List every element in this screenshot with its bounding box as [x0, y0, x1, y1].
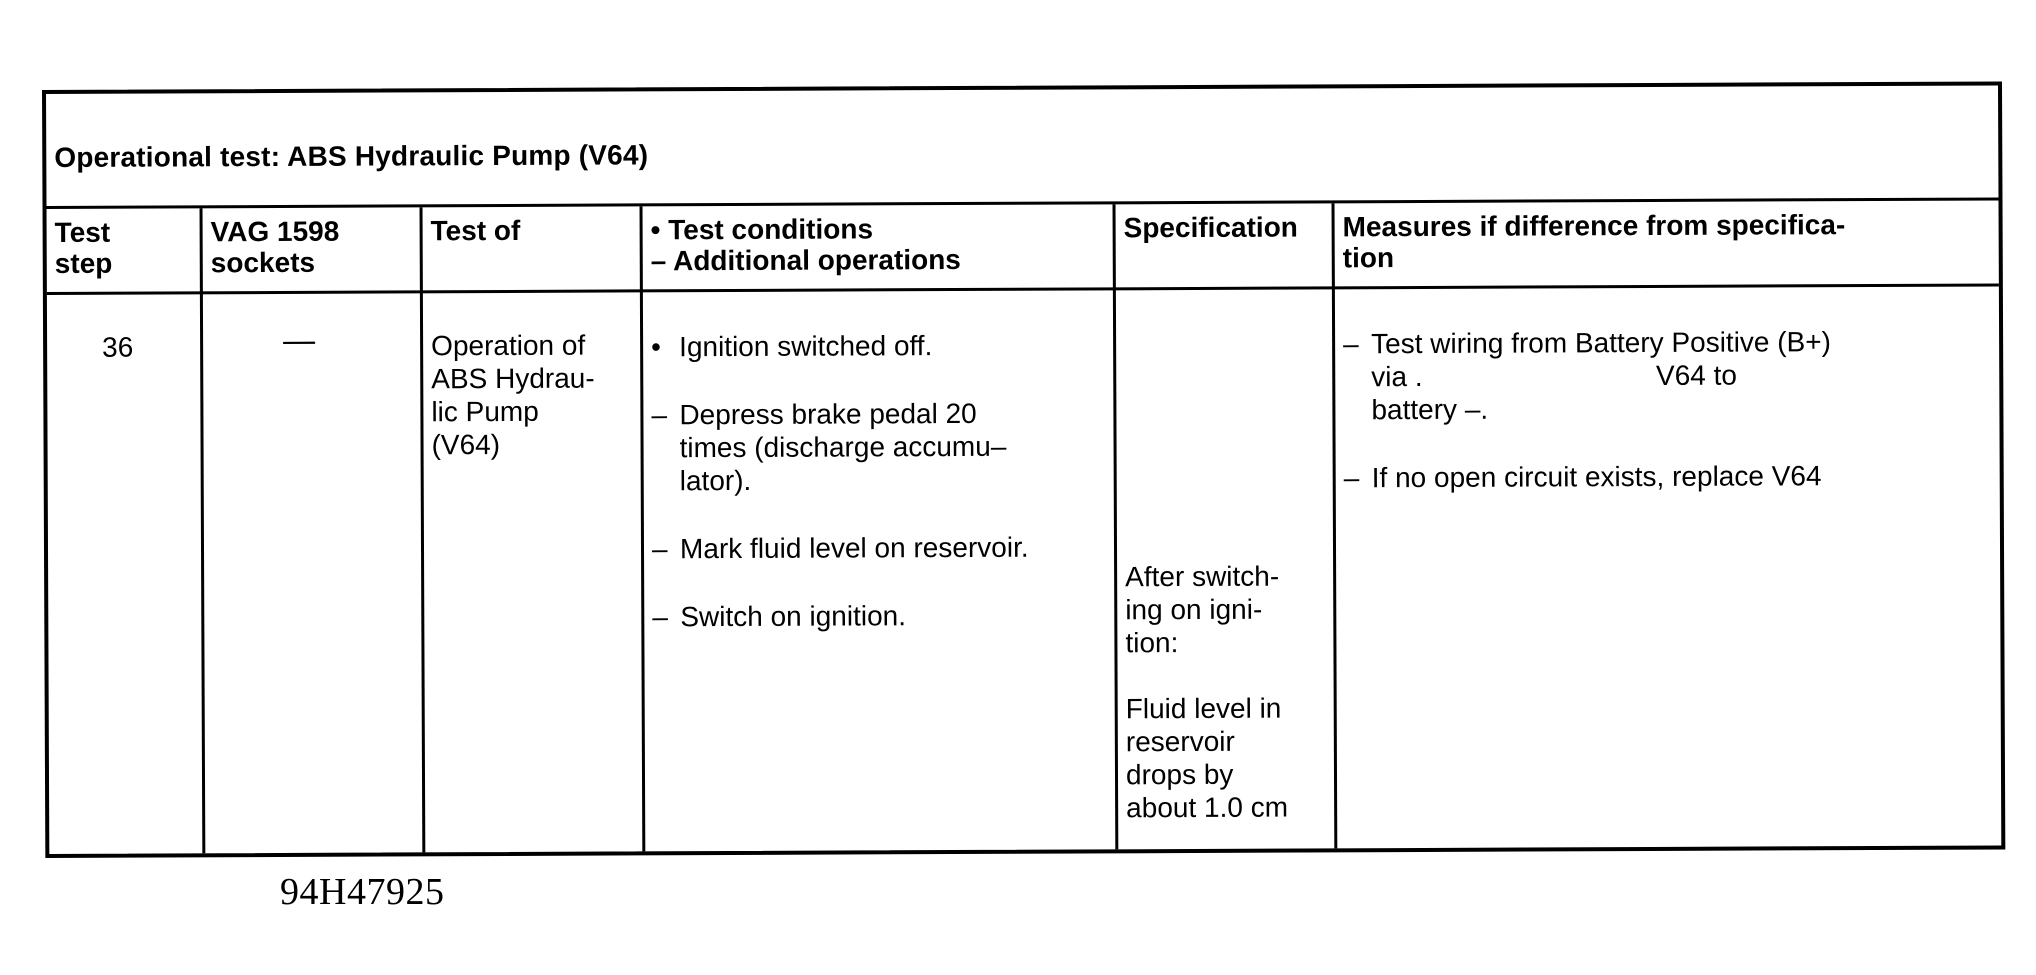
header-text: VAG 1598 — [210, 215, 340, 248]
measure-item — [1344, 458, 1992, 494]
test-of-text: ABS Hydrau- — [431, 362, 595, 395]
condition-text: Ignition switched off. — [679, 330, 933, 363]
table-title-row — [46, 85, 1998, 209]
header-text: tion — [1342, 242, 1395, 274]
condition-item — [651, 396, 1105, 497]
figure-code: 94H47925 — [280, 871, 445, 913]
table-row — [47, 286, 2001, 858]
header-row — [47, 200, 1999, 295]
table-title: Operational test: ABS Hydraulic Pump (V64) — [54, 139, 649, 173]
test-of-text: (V64) — [431, 429, 501, 461]
spec-text: about 1.0 cm — [1126, 791, 1289, 824]
header-conditions — [643, 204, 1113, 289]
header-text: step — [54, 247, 113, 279]
spec-block — [1125, 559, 1325, 659]
test-table — [42, 81, 2005, 858]
header-text: sockets — [210, 246, 316, 279]
header-text: – Additional operations — [650, 243, 961, 277]
sockets-value: — — [283, 321, 316, 358]
spec-block — [1126, 691, 1327, 824]
condition-text: lator). — [679, 464, 752, 497]
spec-text: Fluid level in — [1125, 692, 1282, 725]
dash-mark: – — [652, 601, 668, 633]
condition-text: Mark fluid level on reservoir. — [679, 531, 1029, 565]
condition-text: Depress brake pedal 20 — [679, 397, 977, 431]
spec-text: ing on igni- — [1125, 593, 1263, 626]
spec-text: After switch- — [1125, 560, 1280, 593]
header-specification — [1116, 203, 1332, 287]
measure-text: via . V64 to — [1371, 359, 1738, 393]
spec-text: reservoir — [1125, 725, 1235, 758]
header-text: Test — [54, 216, 111, 248]
header-test-of — [423, 206, 640, 290]
cell-conditions — [643, 290, 1115, 855]
measure-text: If no open circuit exists, replace V64 — [1371, 460, 1822, 494]
condition-text: times (discharge accumu– — [679, 430, 1007, 464]
header-text: Measures if difference from specifica- — [1342, 209, 1846, 243]
dash-mark: – — [651, 533, 668, 565]
cell-measures — [1335, 286, 2001, 852]
dash-mark: – — [1343, 462, 1360, 494]
measure-text: battery –. — [1371, 393, 1489, 426]
cell-test-step — [47, 294, 202, 858]
test-of-text: Operation of — [431, 329, 586, 362]
condition-item — [651, 328, 1105, 363]
condition-item — [652, 598, 1106, 633]
header-test-step — [47, 208, 200, 292]
dash-mark: – — [1343, 328, 1359, 360]
test-of-text: lic Pump — [431, 395, 539, 428]
header-sockets — [203, 207, 420, 291]
spec-text: drops by — [1125, 758, 1234, 791]
cell-specification — [1116, 289, 1334, 853]
header-text: Test of — [430, 214, 521, 247]
bullet-mark: • — [651, 331, 662, 363]
header-measures — [1335, 200, 1999, 286]
condition-item — [652, 530, 1106, 565]
measure-text: Test wiring from Battery Positive (B+) — [1371, 326, 1831, 360]
cell-test-of — [423, 292, 642, 856]
spec-text: tion: — [1125, 627, 1179, 659]
header-text: Specification — [1123, 211, 1298, 244]
step-number: 36 — [102, 331, 134, 363]
condition-text: Switch on ignition. — [680, 600, 907, 633]
cell-sockets — [203, 293, 422, 857]
measure-item — [1343, 324, 1991, 426]
dash-mark: – — [651, 399, 668, 431]
header-text: • Test conditions — [650, 213, 874, 246]
